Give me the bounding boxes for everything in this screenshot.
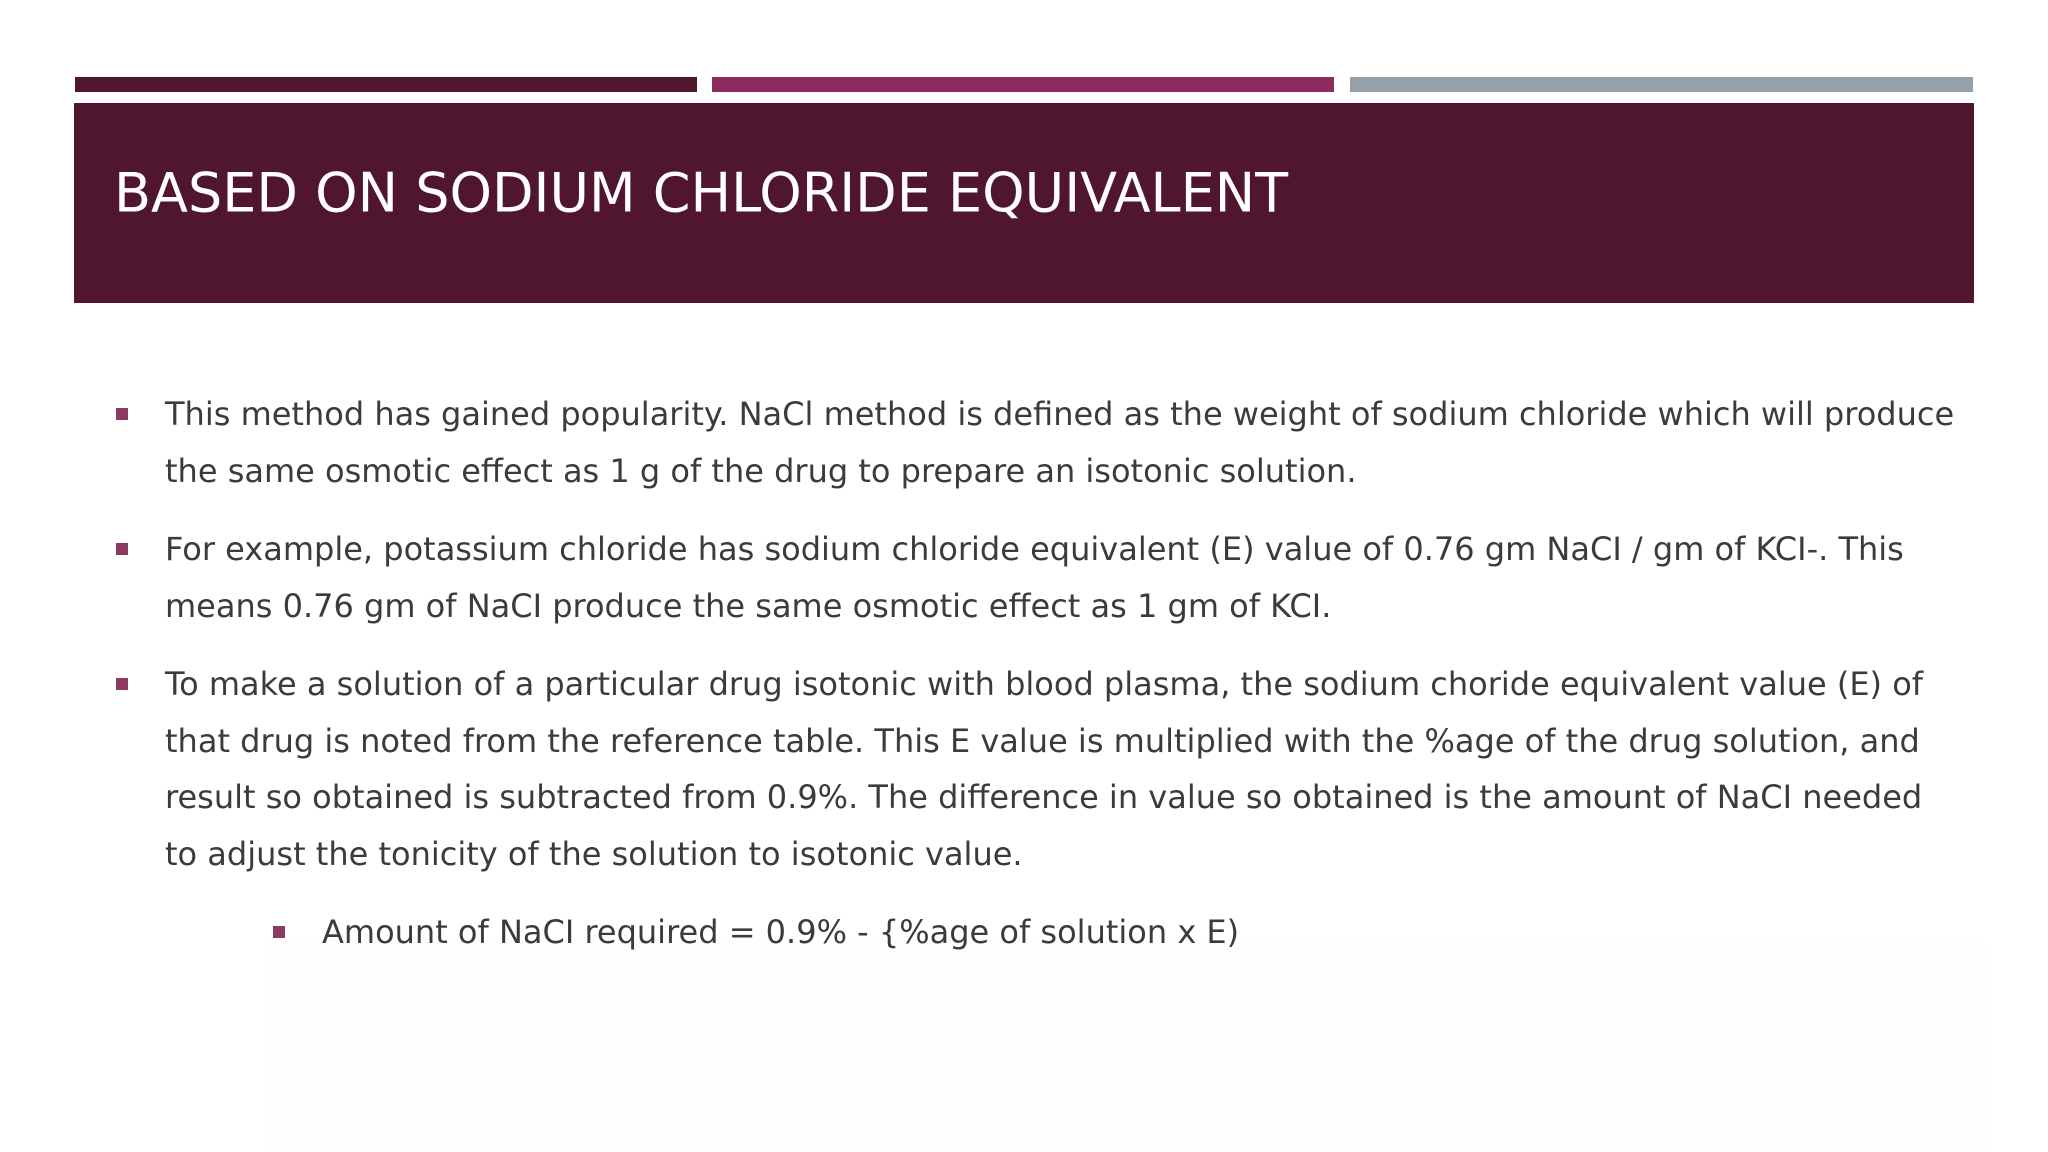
bullet-item-2 <box>115 521 1955 634</box>
accent-bar-magenta <box>712 77 1334 92</box>
accent-bar-dark <box>75 77 697 92</box>
square-bullet-icon <box>116 543 128 555</box>
bullet-text: This method has gained popularity. NaCl method is defined as the weight of sodium chloride which will produce the same osmotic effect as 1 g of the drug to prepare an isotonic solution. <box>165 395 1955 490</box>
sub-bullet-formula <box>272 904 1955 961</box>
accent-bar-gray <box>1350 77 1973 92</box>
square-bullet-icon <box>116 408 128 420</box>
title-band <box>74 103 1974 303</box>
square-bullet-icon <box>273 926 285 938</box>
slide-content <box>115 386 1955 983</box>
square-bullet-icon <box>116 678 128 690</box>
bullet-text: To make a solution of a particular drug isotonic with blood plasma, the sodium choride equivalent value (E) of that drug is noted from the reference table. This E value is multiplied with the %age of the drug solution, and result so obtained is subtracted from 0.9%. The difference in value so obtained is the amount of NaCI needed to adjust the tonicity of the solution to isotonic value. <box>165 665 1924 873</box>
bullet-item-3 <box>115 656 1955 882</box>
formula-text: Amount of NaCI required = 0.9% - {%age of solution x E) <box>322 913 1240 951</box>
bullet-text: For example, potassium chloride has sodium chloride equivalent (E) value of 0.76 gm NaCI / gm of KCI-. This means 0.76 gm of NaCI produce the same osmotic effect as 1 gm of KCI. <box>165 530 1904 625</box>
bullet-item-1 <box>115 386 1955 499</box>
slide-title: BASED ON SODIUM CHLORIDE EQUIVALENT <box>114 161 1289 225</box>
